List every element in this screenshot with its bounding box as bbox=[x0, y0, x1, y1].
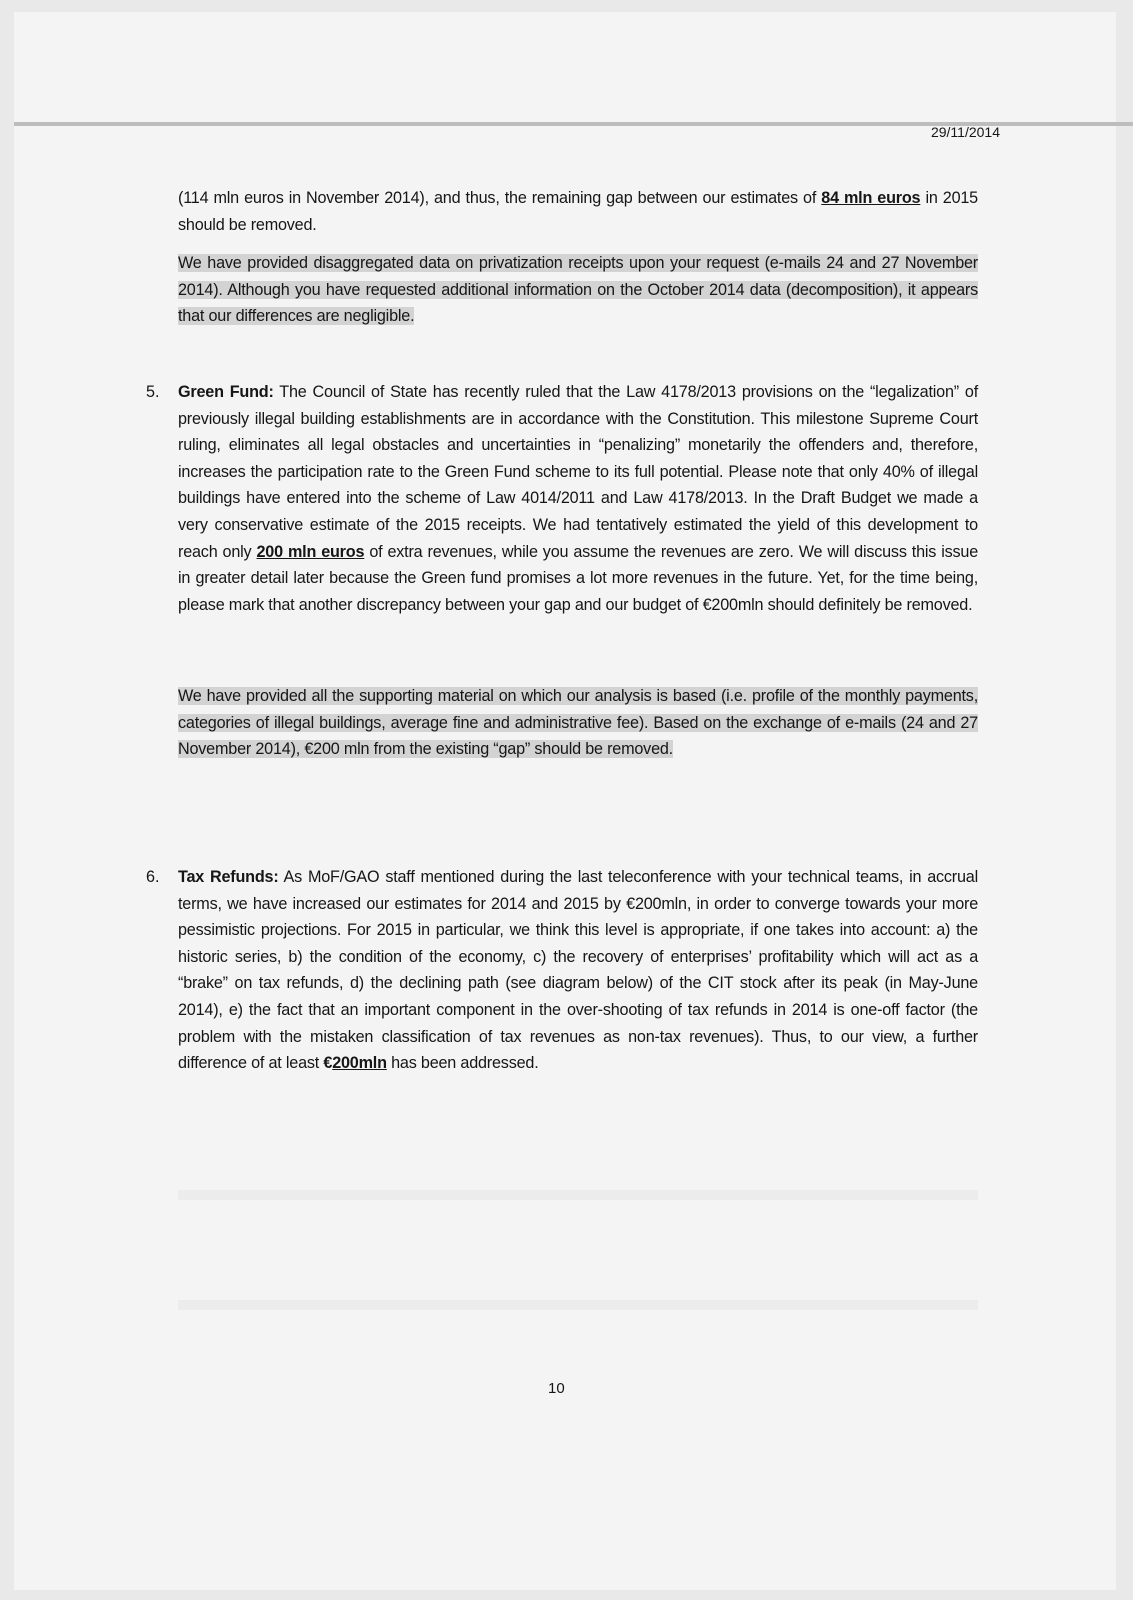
text: of extra revenues, while you assume the revenues are zero. We will discuss this issue in greater detail later because the Green fund promises a lot more revenues in the future. Yet, for the time being, please mark that another discrepancy between your gap and our budget of €200mln should definitely be removed. bbox=[178, 542, 978, 614]
bleed-through bbox=[178, 1300, 978, 1310]
paragraph-privatization bbox=[178, 185, 978, 238]
paragraph-green-fund bbox=[178, 379, 978, 618]
text: in 2015 should be removed. bbox=[178, 189, 978, 234]
note-green-fund bbox=[178, 683, 978, 763]
highlighted-note: We have provided all the supporting material on which our analysis is based (i.e. profile of the monthly payments, categories of illegal buildings, average fine and administrative fee). Based on the exchange of e-mails (24 and 27 November 2014), €200 mln from the existing “gap” should be removed. bbox=[178, 687, 978, 759]
bleed-through bbox=[178, 1190, 978, 1200]
page-number: 10 bbox=[548, 1380, 565, 1397]
highlighted-note: We have provided disaggregated data on privatization receipts upon your request (e-mails 24 and 27 November 2014). Although you have requested additional information on the October 2014 data (decomposition), it appears that our differences are negligible. bbox=[178, 254, 978, 326]
item-number-5: 5. bbox=[146, 383, 160, 401]
euro-sign: € bbox=[323, 1054, 333, 1073]
text: The Council of State has recently ruled that the Law 4178/2013 provisions on the “legalization” of previously illegal building establishments are in accordance with the Constitution. This milestone Supreme Court ruling, eliminates all legal obstacles and uncertainties in “penalizing” monetarily the offenders and, therefore, increases the participation rate to the Green Fund scheme to its full potential. Please note that only 40% of illegal buildings have entered into the scheme of Law 4014/2011 and Law 4178/2013. In the Draft Budget we made a very conservative estimate of the 2015 receipts. We had tentatively estimated the yield of this development to reach only bbox=[178, 383, 978, 561]
note-privatization bbox=[178, 250, 978, 330]
document-page bbox=[14, 12, 1116, 1590]
item-title: Green Fund: bbox=[178, 383, 274, 401]
emphasis-amount: 200mln bbox=[332, 1054, 387, 1073]
item-title: Tax Refunds: bbox=[178, 868, 279, 886]
emphasis-amount: 200 mln euros bbox=[256, 542, 365, 561]
header-date: 29/11/2014 bbox=[930, 124, 1000, 140]
text: As MoF/GAO staff mentioned during the last teleconference with your technical teams, in accrual terms, we have increased our estimates for 2014 and 2015 by €200mln, in order to converge towards your more pessimistic projections. For 2015 in particular, we think this level is appropriate, if one takes into account: a) the historic series, b) the condition of the economy, c) the recovery of enterprises’ profitability which will act as a “brake” on tax refunds, d) the declining path (see diagram below) of the CIT stock after its peak (in May-June 2014), e) the fact that an important component in the over-shooting of tax refunds in 2014 is one-off factor (the problem with the mistaken classification of tax revenues as non-tax revenues). Thus, to our view, a further difference of at least bbox=[178, 868, 978, 1073]
item-number-6: 6. bbox=[146, 868, 160, 886]
text: (114 mln euros in November 2014), and thus, the remaining gap between our estimates of bbox=[178, 189, 822, 207]
text: has been addressed. bbox=[386, 1054, 539, 1073]
emphasis-amount: 84 mln euros bbox=[821, 189, 921, 207]
paragraph-tax-refunds bbox=[178, 864, 978, 1077]
